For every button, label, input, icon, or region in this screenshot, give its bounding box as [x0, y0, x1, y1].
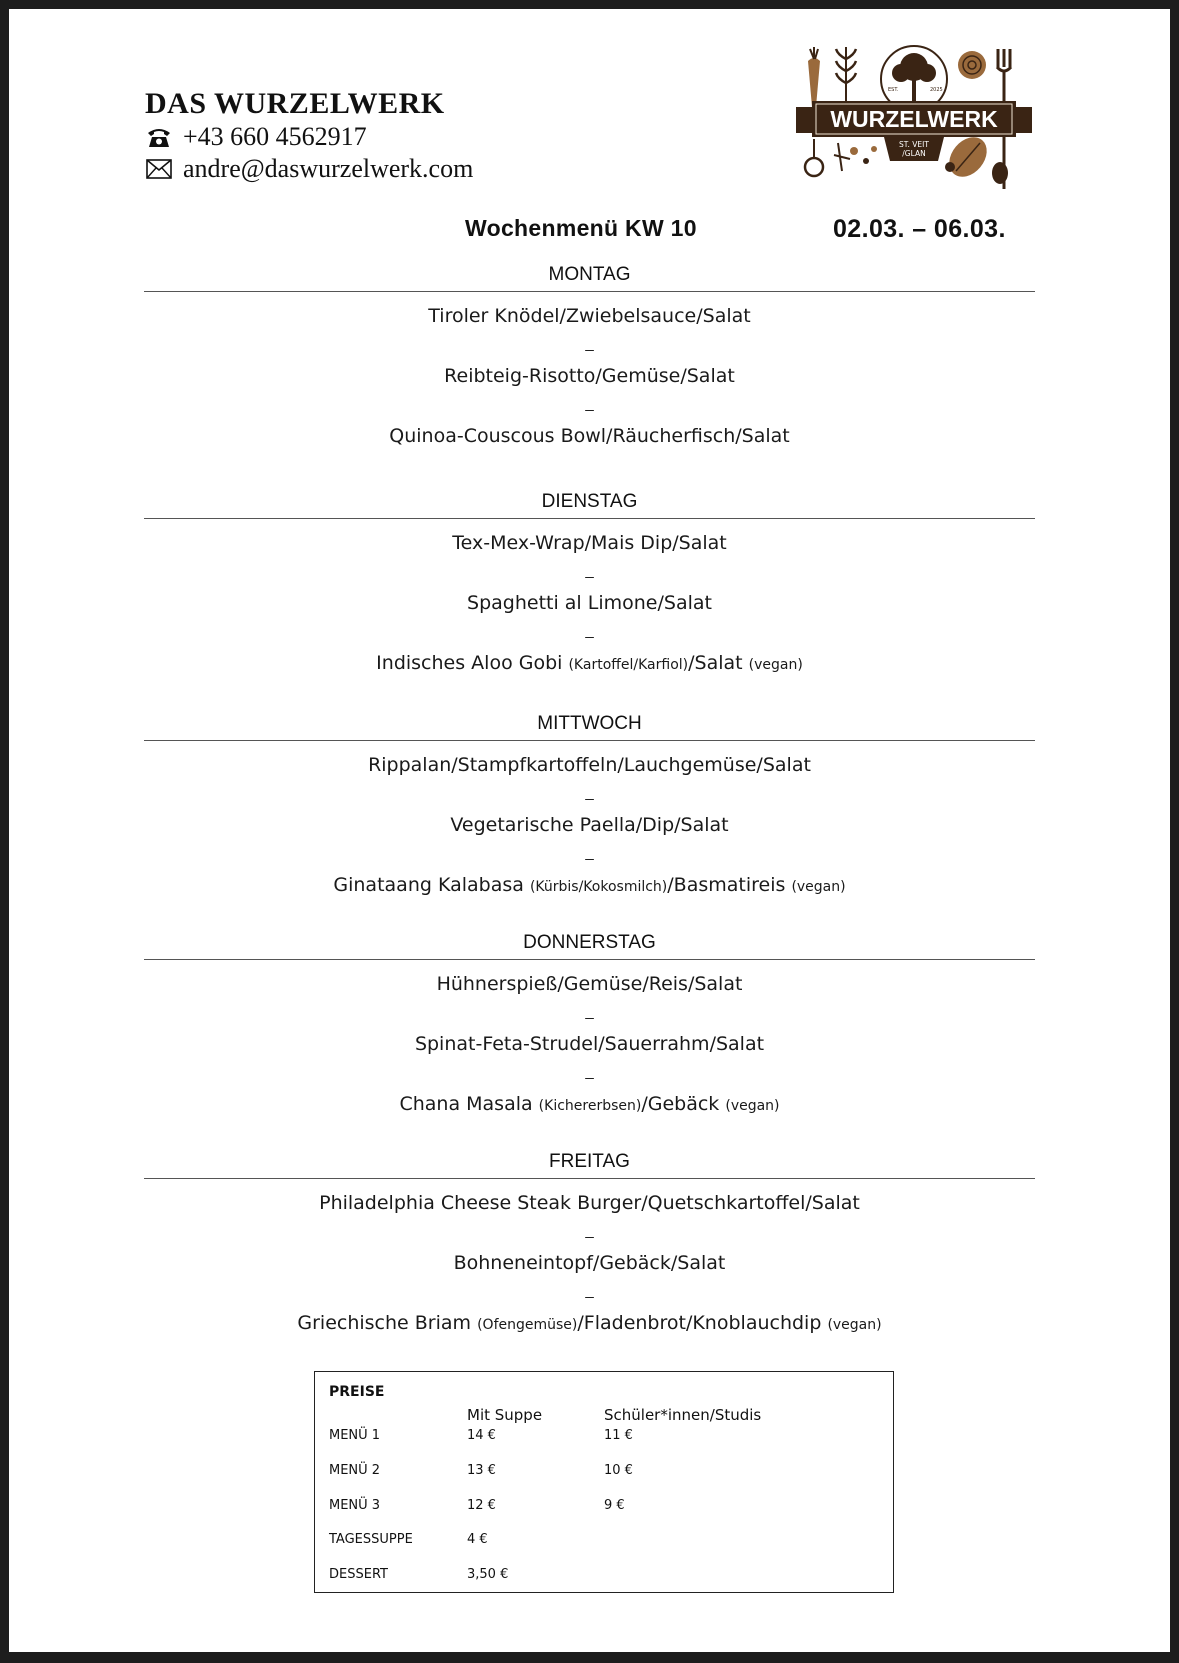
- price-value-student: 10 €: [604, 1463, 633, 1478]
- price-table: [314, 1371, 894, 1593]
- dish-item: [144, 1092, 1035, 1116]
- phone-line: [145, 121, 473, 153]
- price-value: 4 €: [467, 1532, 488, 1547]
- dish-item: Spaghetti al Limone/Salat: [467, 592, 712, 614]
- dish-separator: _: [585, 335, 594, 352]
- dish-separator: _: [585, 1282, 594, 1299]
- day-section-tuesday: [144, 490, 1035, 675]
- dish-name: Griechische Briam: [297, 1312, 478, 1334]
- dish-item: Rippalan/Stampfkartoffeln/Lauchgemüse/Salat: [368, 754, 811, 776]
- dish-item: Vegetarische Paella/Dip/Salat: [450, 814, 729, 836]
- price-value-student: 11 €: [604, 1428, 633, 1443]
- logo-sub1: ST. VEIT: [899, 140, 929, 149]
- col-header-students: Schüler*innen/Studis: [604, 1406, 762, 1424]
- dish-name: Chana Masala: [399, 1093, 539, 1115]
- day-section-thursday: [144, 931, 1035, 1116]
- dish-separator: _: [585, 622, 594, 639]
- dish-note: (Kartoffel/Karfiol): [568, 657, 689, 673]
- business-name: DAS WURZELWERK: [145, 87, 445, 120]
- dish-rest: /Basmatireis: [667, 874, 792, 896]
- dish-item: [144, 651, 1035, 675]
- logo-est: EST.: [888, 87, 899, 93]
- email-address[interactable]: andre@daswurzelwerk.com: [183, 154, 474, 183]
- dish-rest: /Gebäck: [641, 1093, 726, 1115]
- dish-note: (Ofengemüse): [477, 1317, 578, 1333]
- vegan-tag: (vegan): [725, 1098, 780, 1114]
- envelope-icon: [145, 159, 173, 179]
- dish-item: [144, 873, 1035, 897]
- logo-wordmark: WURZELWERK: [830, 106, 998, 132]
- wurzelwerk-logo: [794, 39, 1034, 191]
- dish-separator: _: [585, 562, 594, 579]
- day-heading: DIENSTAG: [541, 491, 638, 512]
- price-value: 14 €: [467, 1428, 496, 1443]
- dish-item: Hühnerspieß/Gemüse/Reis/Salat: [436, 973, 743, 995]
- dish-separator: _: [585, 395, 594, 412]
- menu-page: [9, 9, 1170, 1652]
- dish-rest: /Salat: [688, 652, 749, 674]
- dish-item: Tiroler Knödel/Zwiebelsauce/Salat: [428, 305, 751, 327]
- price-row-label: MENÜ 2: [329, 1463, 381, 1478]
- week-title: Wochenmenü KW 10: [465, 215, 697, 241]
- price-value-student: 9 €: [604, 1498, 625, 1513]
- dish-separator: _: [585, 1222, 594, 1239]
- price-row-label: DESSERT: [329, 1567, 388, 1582]
- dish-item: Philadelphia Cheese Steak Burger/Quetschkartoffel/Salat: [319, 1192, 860, 1214]
- price-row-label: MENÜ 1: [329, 1428, 381, 1443]
- col-header-with-soup: Mit Suppe: [467, 1406, 543, 1424]
- dish-item: [144, 1311, 1035, 1335]
- price-row-label: TAGESSUPPE: [329, 1532, 413, 1547]
- week-dates: 02.03. – 06.03.: [833, 215, 1006, 243]
- dish-separator: _: [585, 844, 594, 861]
- price-row-label: MENÜ 3: [329, 1498, 381, 1513]
- price-title: PREISE: [329, 1384, 385, 1400]
- dish-item: Reibteig-Risotto/Gemüse/Salat: [444, 365, 735, 387]
- vegan-tag: (vegan): [827, 1317, 882, 1333]
- dish-separator: _: [585, 1003, 594, 1020]
- business-header: [145, 87, 473, 185]
- day-section-friday: [144, 1150, 1035, 1335]
- day-heading: MONTAG: [548, 264, 631, 285]
- price-value: 12 €: [467, 1498, 496, 1513]
- day-section-wednesday: [144, 712, 1035, 897]
- email-line: [145, 153, 473, 185]
- dish-name: Ginataang Kalabasa: [333, 874, 530, 896]
- phone-number[interactable]: +43 660 4562917: [183, 122, 367, 151]
- dish-separator: _: [585, 784, 594, 801]
- dish-item: Spinat-Feta-Strudel/Sauerrahm/Salat: [414, 1033, 765, 1055]
- logo-sub2: /GLAN: [902, 149, 926, 158]
- day-heading: MITTWOCH: [537, 713, 642, 734]
- dish-name: Indisches Aloo Gobi: [376, 652, 569, 674]
- dish-item: Bohneneintopf/Gebäck/Salat: [453, 1252, 726, 1274]
- dish-item: Tex-Mex-Wrap/Mais Dip/Salat: [452, 532, 727, 554]
- dish-rest: /Fladenbrot/Knoblauchdip: [577, 1312, 828, 1334]
- price-value: 13 €: [467, 1463, 496, 1478]
- dish-note: (Kichererbsen): [538, 1098, 642, 1114]
- day-heading: FREITAG: [549, 1151, 630, 1172]
- day-section-monday: [144, 263, 1035, 448]
- price-value: 3,50 €: [467, 1567, 509, 1582]
- dish-note: (Kürbis/Kokosmilch): [529, 879, 668, 895]
- telephone-icon: [145, 126, 173, 148]
- vegan-tag: (vegan): [748, 657, 803, 673]
- dish-separator: _: [585, 1063, 594, 1080]
- logo-year: 2025: [930, 87, 943, 93]
- vegan-tag: (vegan): [791, 879, 846, 895]
- day-heading: DONNERSTAG: [523, 932, 656, 953]
- dish-item: Quinoa-Couscous Bowl/Räucherfisch/Salat: [389, 425, 790, 447]
